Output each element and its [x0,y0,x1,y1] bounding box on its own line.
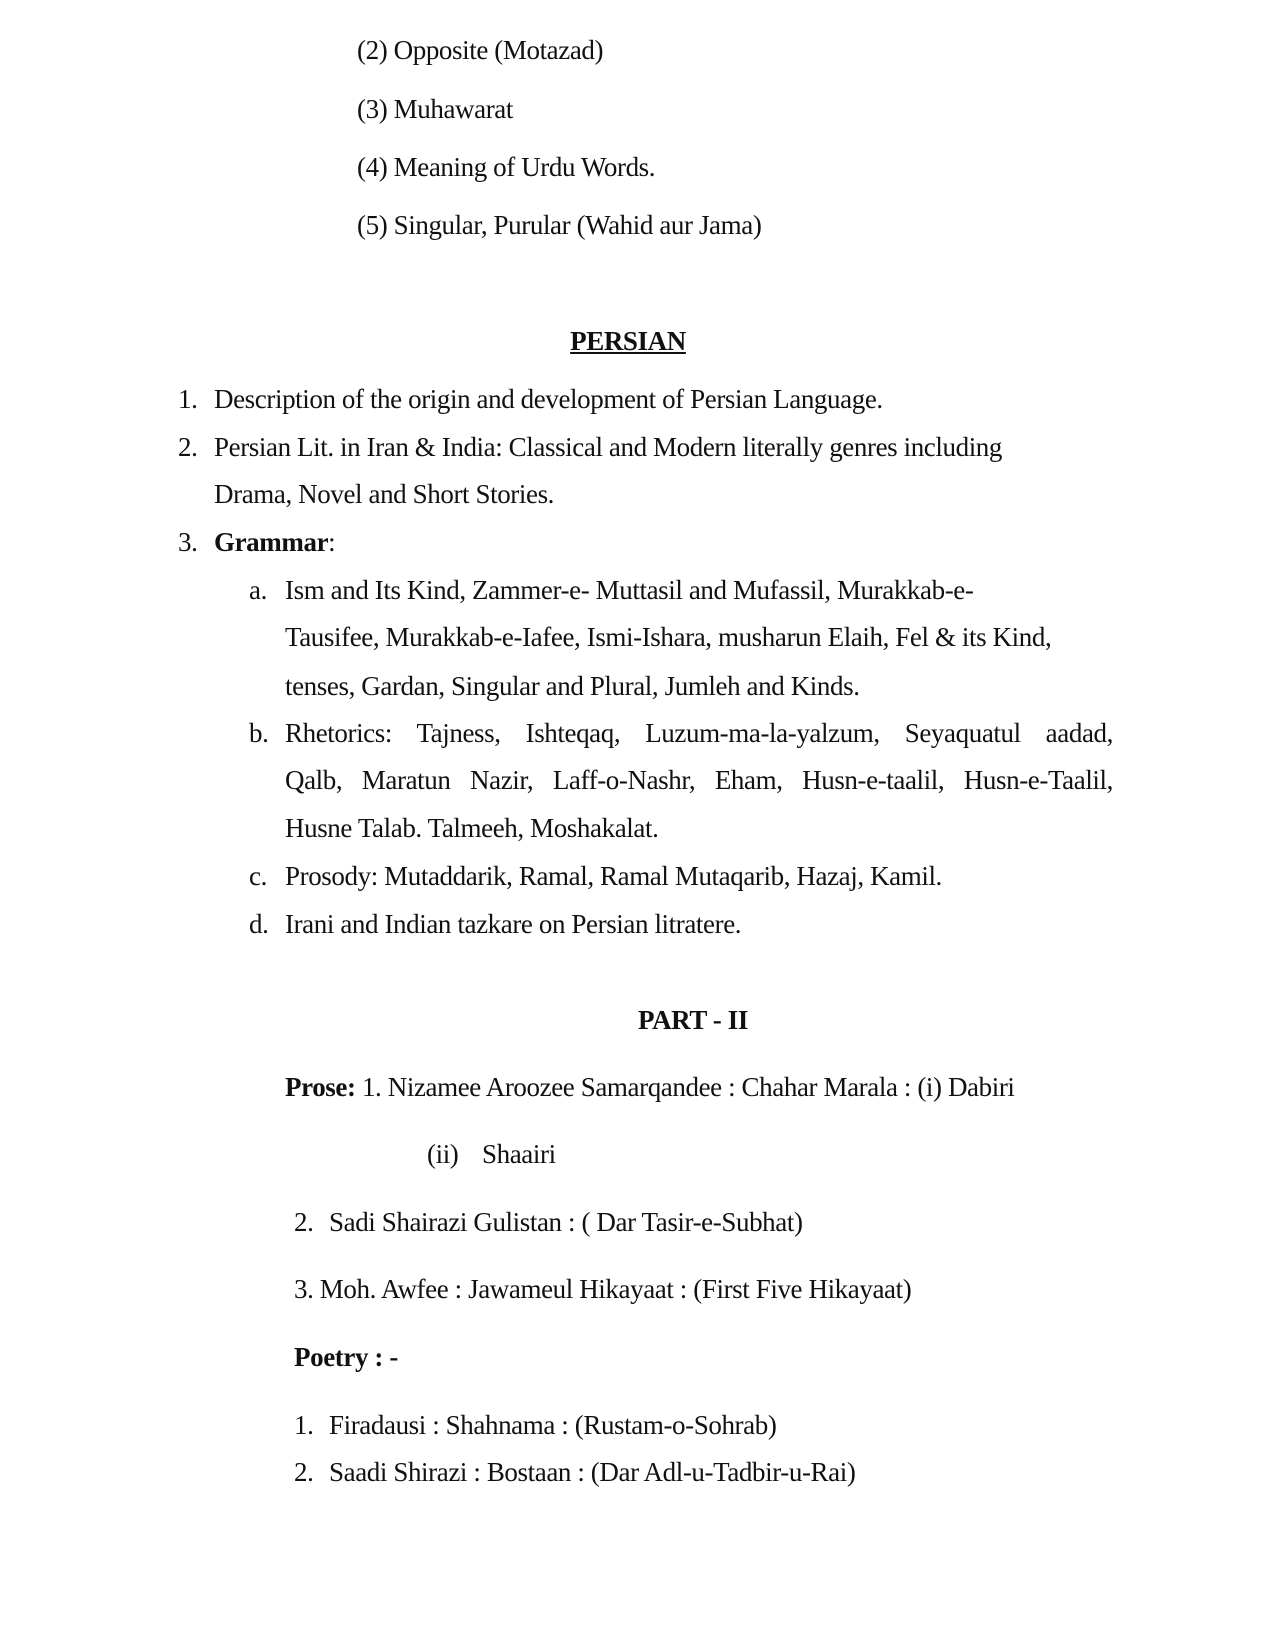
urdu-item: (4) Meaning of Urdu Words. [357,152,656,182]
list-item: Description of the origin and development of Persian Language. [214,384,883,414]
list-item: Drama, Novel and Short Stories. [214,479,555,509]
list-number: 1. [178,384,198,414]
list-item: Persian Lit. in Iran & India: Classical and Modern literally genres including [214,432,1002,462]
list-number: 3. [178,527,198,557]
part2-heading: PART - II [638,1005,748,1035]
sub-item: Ism and Its Kind, Zammer-e- Muttasil and Mufassil, Murakkab-e- [285,575,974,605]
urdu-item: (5) Singular, Purular (Wahid aur Jama) [357,210,762,240]
sub-item: Tausifee, Murakkab-e-Iafee, Ismi-Ishara, musharun Elaih, Fel & its Kind, [285,622,1052,652]
poetry-label: Poetry : - [294,1342,398,1372]
list-number: 2. [178,432,198,462]
sub-item: Qalb, Maratun Nazir, Laff-o-Nashr, Eham, Husn-e-taalil, Husn-e-Taalil, [285,765,1113,795]
grammar-colon: : [328,527,336,557]
persian-heading: PERSIAN [570,326,686,356]
prose-item: 1. Nizamee Aroozee Samarqandee : Chahar Marala : (i) Dabiri [361,1072,1015,1102]
sub-item: Rhetorics: Tajness, Ishteqaq, Luzum-ma-la-yalzum, Seyaquatul aadad, [285,718,1113,748]
prose-line [285,1070,1015,1104]
urdu-item: (3) Muhawarat [357,94,513,124]
sub-number: b. [249,718,269,748]
sub-item: tenses, Gardan, Singular and Plural, Jumleh and Kinds. [285,671,860,701]
sub-item: Prosody: Mutaddarik, Ramal, Ramal Mutaqarib, Hazaj, Kamil. [285,861,942,891]
prose-sub-number: (ii) [427,1139,459,1169]
urdu-item: (2) Opposite (Motazad) [357,35,604,65]
sub-item: Husne Talab. Talmeeh, Moshakalat. [285,813,659,843]
prose-label: Prose: [285,1072,356,1102]
sub-number: d. [249,909,269,939]
grammar-heading [214,525,335,559]
grammar-label: Grammar [214,527,329,557]
sub-number: c. [249,861,267,891]
prose-item: Sadi Shairazi Gulistan : ( Dar Tasir-e-Subhat) [329,1207,803,1237]
poetry-item: Firadausi : Shahnama : (Rustam-o-Sohrab) [329,1410,777,1440]
sub-number: a. [249,575,267,605]
prose-item: 3. Moh. Awfee : Jawameul Hikayaat : (First Five Hikayaat) [294,1274,912,1304]
poetry-number: 2. [294,1457,314,1487]
poetry-item: Saadi Shirazi : Bostaan : (Dar Adl-u-Tadbir-u-Rai) [329,1457,856,1487]
poetry-number: 1. [294,1410,314,1440]
prose-number: 2. [294,1207,314,1237]
prose-sub-item: Shaairi [482,1139,556,1169]
sub-item: Irani and Indian tazkare on Persian litratere. [285,909,742,939]
